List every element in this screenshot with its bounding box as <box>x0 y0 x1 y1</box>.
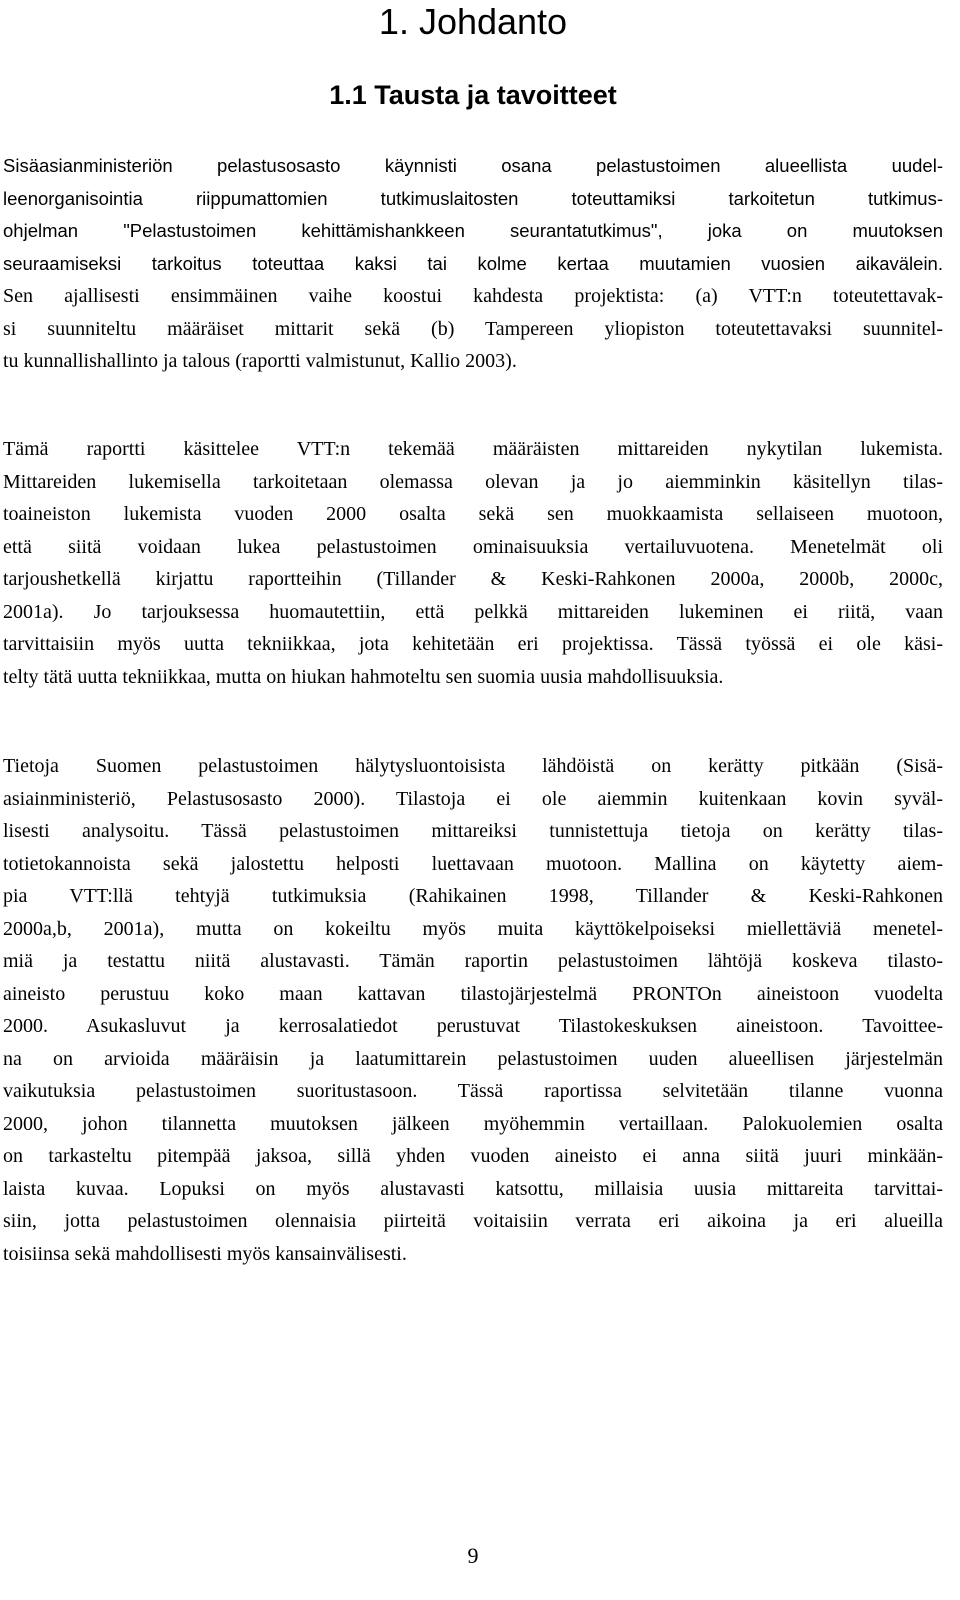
paragraph-line: Mittareiden lukemisella tarkoitetaan olemassa olevan ja jo aiemminkin käsitellyn tilas- <box>3 470 943 493</box>
paragraph-line: tarvittaisiin myös uutta tekniikkaa, jota kehitetään eri projektissa. Tässä työssä ei ole käsi- <box>3 633 943 655</box>
paragraph-line: toaineiston lukemista vuoden 2000 osalta sekä sen muokkaamista sellaiseen muotoon, <box>3 503 943 525</box>
chapter-title: 1. Johdanto <box>378 1 568 42</box>
paragraph-line: 2000. Asukasluvut ja kerrosalatiedot perustuvat Tilastokeskuksen aineistoon. Tavoittee- <box>3 1015 943 1037</box>
paragraph-line: telty tätä uutta tekniikkaa, mutta on hiukan hahmoteltu sen suomia uusia mahdollisuuksia. <box>3 665 724 688</box>
paragraph-line: on tarkasteltu pitempää jaksoa, sillä yhden vuoden aineisto ei anna siitä juuri minkään- <box>3 1145 943 1167</box>
paragraph-line: leenorganisointia riippumattomien tutkimuslaitosten toteuttamiksi tarkoitetun tutkimus- <box>3 187 943 209</box>
paragraph-line: totietokannoista sekä jalostettu helposti luettavaan muotoon. Mallina on käytetty aiem- <box>3 852 943 875</box>
paragraph-line: Tämä raportti käsittelee VTT:n tekemää määräisten mittareiden nykytilan lukemista. <box>3 438 943 460</box>
paragraph-line: Tietoja Suomen pelastustoimen hälytysluontoisista lähdöistä on kerätty pitkään (Sisä- <box>3 755 943 777</box>
paragraph-line: miä ja testattu niitä alustavasti. Tämän raportin pelastustoimen lähtöjä koskeva tilasto- <box>3 950 943 972</box>
paragraph-line: 2001a). Jo tarjouksessa huomautettiin, että pelkkä mittareiden lukeminen ei riitä, vaan <box>3 600 943 623</box>
paragraph-line: toisiinsa sekä mahdollisesti myös kansainvälisesti. <box>3 1242 407 1265</box>
paragraph-line: Sisäasianministeriön pelastusosasto käynnisti osana pelastustoimen alueellista uudel- <box>3 155 943 176</box>
paragraph-line: tu kunnallishallinto ja talous (raportti valmistunut, Kallio 2003). <box>3 350 517 372</box>
paragraph-line: 2000a,b, 2001a), mutta on kokeiltu myös muita käyttökelpoiseksi miellettäviä menetel- <box>3 917 943 940</box>
paragraph-line: Sen ajallisesti ensimmäinen vaihe koostui kahdesta projektista: (a) VTT:n toteutettavak- <box>3 285 943 307</box>
paragraph-line: siin, jotta pelastustoimen olennaisia piirteitä voitaisiin verrata eri aikoina ja eri alueilla <box>3 1210 943 1232</box>
paragraph-line: lisesti analysoitu. Tässä pelastustoimen mittareiksi tunnistettuja tietoja on kerätty tilas- <box>3 820 943 842</box>
paragraph-line: si suunniteltu määräiset mittarit sekä (b) Tampereen yliopiston toteutettavaksi suunnitel- <box>3 317 943 340</box>
paragraph-line: tarjoushetkellä kirjattu raportteihin (Tillander & Keski-Rahkonen 2000a, 2000b, 2000c, <box>3 568 943 590</box>
paragraph-line: että siitä voidaan lukea pelastustoimen ominaisuuksia vertailuvuotena. Menetelmät oli <box>3 535 943 558</box>
paragraph-line: seuraamiseksi tarkoitus toteuttaa kaksi tai kolme kertaa muutamien vuosien aikavälein. <box>3 252 943 274</box>
paragraph-line: laista kuvaa. Lopuksi on myös alustavasti katsottu, millaisia uusia mittareita tarvittai- <box>3 1177 943 1200</box>
paragraph-line: na on arvioida määräisin ja laatumittarein pelastustoimen uuden alueellisen järjestelmän <box>3 1047 943 1070</box>
paragraph-line: pia VTT:llä tehtyjä tutkimuksia (Rahikainen 1998, Tillander & Keski-Rahkonen <box>3 885 943 907</box>
section-title: 1.1 Tausta ja tavoitteet <box>329 80 617 110</box>
paragraph-line: aineisto perustuu koko maan kattavan tilastojärjestelmä PRONTOn aineistoon vuodelta <box>3 982 943 1005</box>
page-number: 9 <box>467 1543 479 1568</box>
paragraph-data-sources <box>3 750 943 1270</box>
paragraph-line: 2000, johon tilannetta muutoksen jälkeen myöhemmin vertaillaan. Palokuolemien osalta <box>3 1112 943 1135</box>
paragraph-line: asiainministeriö, Pelastusosasto 2000). Tilastoja ei ole aiemmin kuitenkaan kovin syväl- <box>3 787 943 810</box>
paragraph-line: vaikutuksia pelastustoimen suoritustasoon. Tässä raportissa selvitetään tilanne vuonna <box>3 1080 943 1102</box>
paragraph-report-scope <box>3 433 943 693</box>
paragraph-intro <box>3 150 943 378</box>
paragraph-line: ohjelman "Pelastustoimen kehittämishankkeen seurantatutkimus", joka on muutoksen <box>3 220 943 241</box>
